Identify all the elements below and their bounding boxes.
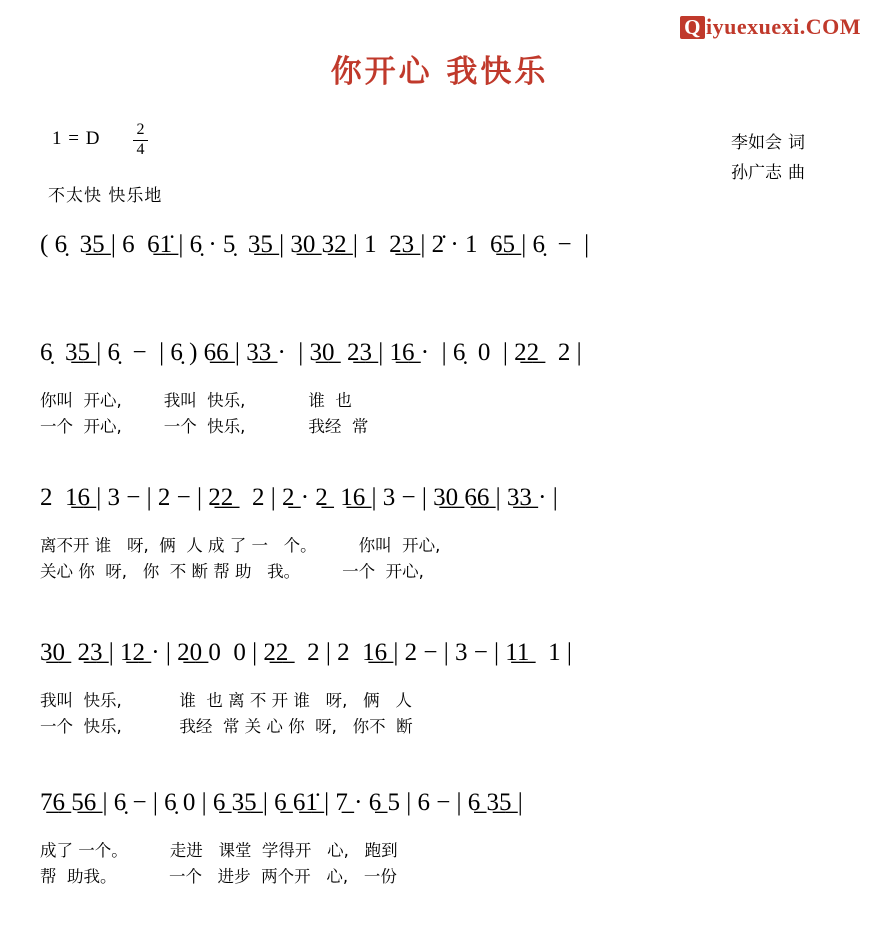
time-signature	[133, 122, 148, 159]
notation-line: 2 1̲6̲ | 3 − | 2 − | 2̲2̲ 2 | 2̲ · 2̲ 1̲6̲ | 3 − | 3̲0̲ 6̲6̲ | 3̲3̲ · |	[40, 484, 558, 511]
credits-block	[731, 128, 805, 188]
lyrics-verse-1: 我叫 快乐, 谁 也 离 不 开 谁 呀, 俩 人	[40, 691, 412, 710]
lyrics-block	[40, 388, 840, 440]
lyrics-block	[40, 838, 840, 890]
lyrics-verse-2: 关心 你 呀, 你 不 断 帮 助 我。 一个 开心,	[40, 562, 424, 581]
lyricist-role: 词	[788, 133, 805, 153]
time-signature-numerator: 2	[136, 121, 145, 138]
notation-line: ( 6̣ 3̲5̲ | 6 6̲1̲̇ | 6̣ · 5̣ 3̲5̲ | 3̲0̲ 3̲2̲ | 1 2̲3̲ | 2̇ · 1 6̲5̲ | 6̣ − |	[40, 231, 590, 258]
lyrics-verse-2: 一个 开心, 一个 快乐, 我经 常	[40, 417, 369, 436]
site-watermark	[680, 14, 861, 40]
music-system-2	[40, 340, 840, 440]
page-title: 你开心 我快乐	[330, 54, 549, 90]
composer-name: 孙广志	[731, 163, 782, 183]
music-system-5	[40, 790, 840, 890]
lyrics-verse-2: 帮 助我。 一个 进步 两个开 心, 一份	[40, 867, 397, 886]
music-system-1	[40, 232, 840, 280]
lyrics-verse-1: 你叫 开心, 我叫 快乐, 谁 也	[40, 391, 352, 410]
lyrics-block	[40, 688, 840, 740]
watermark-initial: Q	[680, 16, 705, 39]
lyrics-verse-1: 成了 一个。 走进 课堂 学得开 心, 跑到	[40, 841, 398, 860]
lyrics-verse-1: 离不开 谁 呀, 俩 人 成 了 一 个。 你叫 开心,	[40, 536, 441, 555]
time-signature-denominator: 4	[136, 140, 145, 158]
key-signature: 1 = D	[52, 128, 101, 149]
notation-line: 6̣ 3̲5̲ | 6̣ − | 6̣ ) 6̲6̲ | 3̲3̲ · | 3̲0̲ 2̲3̲ | 1̲6̲ · | 6̣ 0 | 2̲2̲ 2 |	[40, 339, 582, 366]
notation-line: 3̲0̲ 2̲3̲ | 1̲2̲ · | 2̲0̲ 0 0 | 2̲2̲ 2 | 2 1̲6̲ | 2 − | 3 − | 1̲1̲ 1 |	[40, 639, 572, 666]
tempo-marking: 不太快 快乐地	[48, 186, 163, 206]
music-system-3	[40, 485, 840, 585]
lyrics-verse-2: 一个 快乐, 我经 常 关 心 你 呀, 你不 断	[40, 717, 413, 736]
music-system-4	[40, 640, 840, 740]
composer-line	[731, 158, 805, 188]
composer-role: 曲	[788, 163, 805, 183]
notation-line: 7̲6̲ 5̲6̲ | 6̣ − | 6̣ 0 | 6̲ 3̲5̲ | 6̲ 6̲1̲̇ | 7̲ · 6̲ 5 | 6 − | 6̲ 3̲5̲ |	[40, 789, 523, 816]
watermark-text: iyuexuexi.COM	[706, 14, 861, 39]
lyrics-block	[40, 533, 840, 585]
lyricist-line	[731, 128, 805, 158]
lyricist-name: 李如会	[731, 133, 782, 153]
